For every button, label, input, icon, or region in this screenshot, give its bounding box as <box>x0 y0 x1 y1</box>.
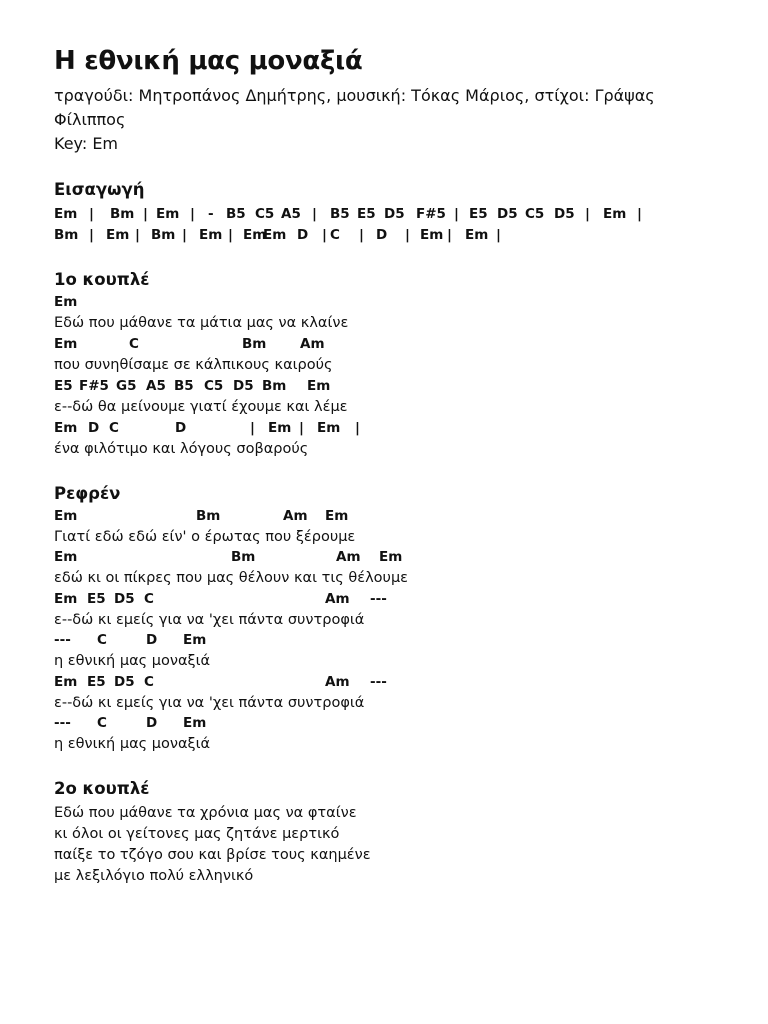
chord: Em <box>263 227 287 243</box>
chord: Am <box>283 508 308 524</box>
chord: C <box>144 591 154 607</box>
chord-separator: | <box>135 227 140 243</box>
chorus-lyric-4: η εθνική μας μοναξιά <box>54 653 211 669</box>
chord: E5 <box>87 591 106 607</box>
chord: C <box>129 336 139 352</box>
chord: E5 <box>357 206 376 222</box>
chord: F#5 <box>79 378 109 394</box>
chord: Em <box>156 206 180 222</box>
chord: Bm <box>242 336 267 352</box>
chord: D5 <box>114 674 135 690</box>
chorus-lyric-6: η εθνική μας μοναξιά <box>54 736 211 752</box>
chord: D5 <box>384 206 405 222</box>
chord: D <box>297 227 309 243</box>
chord-separator: | <box>405 227 410 243</box>
chord-separator: | <box>190 206 195 222</box>
chord-separator: | <box>312 206 317 222</box>
chord-separator: - <box>208 206 214 222</box>
chord-separator: | <box>89 206 94 222</box>
chord: D <box>146 715 158 731</box>
chord: Bm <box>54 227 79 243</box>
chord: Am <box>300 336 325 352</box>
verse2-lyric-2: κι όλοι οι γείτονες μας ζητάνε μερτικό <box>54 826 340 842</box>
chord: E5 <box>469 206 488 222</box>
chord-separator: | <box>454 206 459 222</box>
chord: Em <box>199 227 223 243</box>
chord-separator: | <box>182 227 187 243</box>
chord: F#5 <box>416 206 446 222</box>
chord: B5 <box>174 378 194 394</box>
chord: A5 <box>146 378 166 394</box>
chord: D5 <box>497 206 518 222</box>
chord: B5 <box>226 206 246 222</box>
chord-separator: | <box>250 420 255 436</box>
chord: C <box>97 715 107 731</box>
chord: Em <box>54 591 78 607</box>
chord-separator: | <box>496 227 501 243</box>
chord: D5 <box>554 206 575 222</box>
chord-separator: --- <box>54 632 71 648</box>
chord: E5 <box>54 378 73 394</box>
chord-separator: --- <box>370 674 387 690</box>
chord: Em <box>106 227 130 243</box>
verse1-lyric-3: ε--δώ θα μείνουμε γιατί έχουμε και λέμε <box>54 399 348 415</box>
chord: Em <box>183 632 207 648</box>
verse2-lyric-1: Εδώ που μάθανε τα χρόνια μας να φταίνε <box>54 805 357 821</box>
chord: D <box>88 420 100 436</box>
verse1-lyric-2: που συνηθίσαμε σε κάλπικους καιρούς <box>54 357 333 373</box>
chorus-lyric-2: εδώ κι οι πίκρες που μας θέλουν και τις θέλουμε <box>54 570 409 586</box>
chord: Em <box>54 549 78 565</box>
chord: E5 <box>87 674 106 690</box>
chord: Am <box>325 591 350 607</box>
chord: Bm <box>231 549 256 565</box>
verse2-lyric-4: με λεξιλόγιο πολύ ελληνικό <box>54 868 254 884</box>
chord-separator: | <box>355 420 360 436</box>
credits-line-continued: Φίλιππος <box>54 110 126 129</box>
chord: Bm <box>110 206 135 222</box>
chord: C <box>144 674 154 690</box>
chord: Em <box>54 294 78 310</box>
song-title: Η εθνική μας μοναξιά <box>54 46 363 76</box>
chord: Em <box>243 227 267 243</box>
chord: Em <box>420 227 444 243</box>
chord: Em <box>54 336 78 352</box>
chord: D5 <box>114 591 135 607</box>
chord-separator: | <box>143 206 148 222</box>
chord-separator: | <box>322 227 327 243</box>
intro-heading: Εισαγωγή <box>54 180 145 199</box>
chord: G5 <box>116 378 137 394</box>
chord-separator: --- <box>370 591 387 607</box>
chord: B5 <box>330 206 350 222</box>
chord: C <box>109 420 119 436</box>
chord-separator: | <box>89 227 94 243</box>
chord-separator: --- <box>54 715 71 731</box>
credits-line: τραγούδι: Μητροπάνος Δημήτρης, μουσική: Τόκας Μάριος, στίχοι: Γράψας <box>54 86 655 105</box>
chord: Am <box>336 549 361 565</box>
chord: Bm <box>196 508 221 524</box>
verse1-lyric-1: Εδώ που μάθανε τα μάτια μας να κλαίνε <box>54 315 349 331</box>
chord: Em <box>54 674 78 690</box>
chord: Em <box>379 549 403 565</box>
chord: Em <box>268 420 292 436</box>
chord: Em <box>307 378 331 394</box>
chord: Bm <box>262 378 287 394</box>
chord-separator: | <box>359 227 364 243</box>
chord: Am <box>325 674 350 690</box>
chord: Em <box>54 508 78 524</box>
song-key: Key: Em <box>54 134 119 153</box>
chord: C <box>330 227 340 243</box>
chord-separator: | <box>447 227 452 243</box>
chord: C <box>97 632 107 648</box>
chord: D <box>175 420 187 436</box>
chord: Em <box>603 206 627 222</box>
verse2-lyric-3: παίξε το τζόγο σου και βρίσε τους καημένε <box>54 847 371 863</box>
chorus-lyric-3: ε--δώ κι εμείς για να 'χει πάντα συντροφιά <box>54 612 365 628</box>
chord: Em <box>183 715 207 731</box>
chord: C5 <box>255 206 275 222</box>
chord: Em <box>325 508 349 524</box>
chord: D <box>146 632 158 648</box>
verse1-lyric-4: ένα φιλότιμο και λόγους σοβαρούς <box>54 441 309 457</box>
verse1-heading: 1ο κουπλέ <box>54 270 150 289</box>
chord: C5 <box>204 378 224 394</box>
chord-separator: | <box>228 227 233 243</box>
chorus-lyric-5: ε--δώ κι εμείς για να 'χει πάντα συντροφιά <box>54 695 365 711</box>
chord: Em <box>54 206 78 222</box>
chord-separator: | <box>637 206 642 222</box>
verse2-heading: 2ο κουπλέ <box>54 779 150 798</box>
chord: Em <box>465 227 489 243</box>
chord-separator: | <box>299 420 304 436</box>
chord: A5 <box>281 206 301 222</box>
chord: C5 <box>525 206 545 222</box>
chord: Em <box>54 420 78 436</box>
chord-separator: | <box>585 206 590 222</box>
chord: D5 <box>233 378 254 394</box>
chorus-heading: Ρεφρέν <box>54 484 121 503</box>
chord: Bm <box>151 227 176 243</box>
chorus-lyric-1: Γιατί εδώ εδώ είν' ο έρωτας που ξέρουμε <box>54 529 356 545</box>
chord: D <box>376 227 388 243</box>
chord: Em <box>317 420 341 436</box>
